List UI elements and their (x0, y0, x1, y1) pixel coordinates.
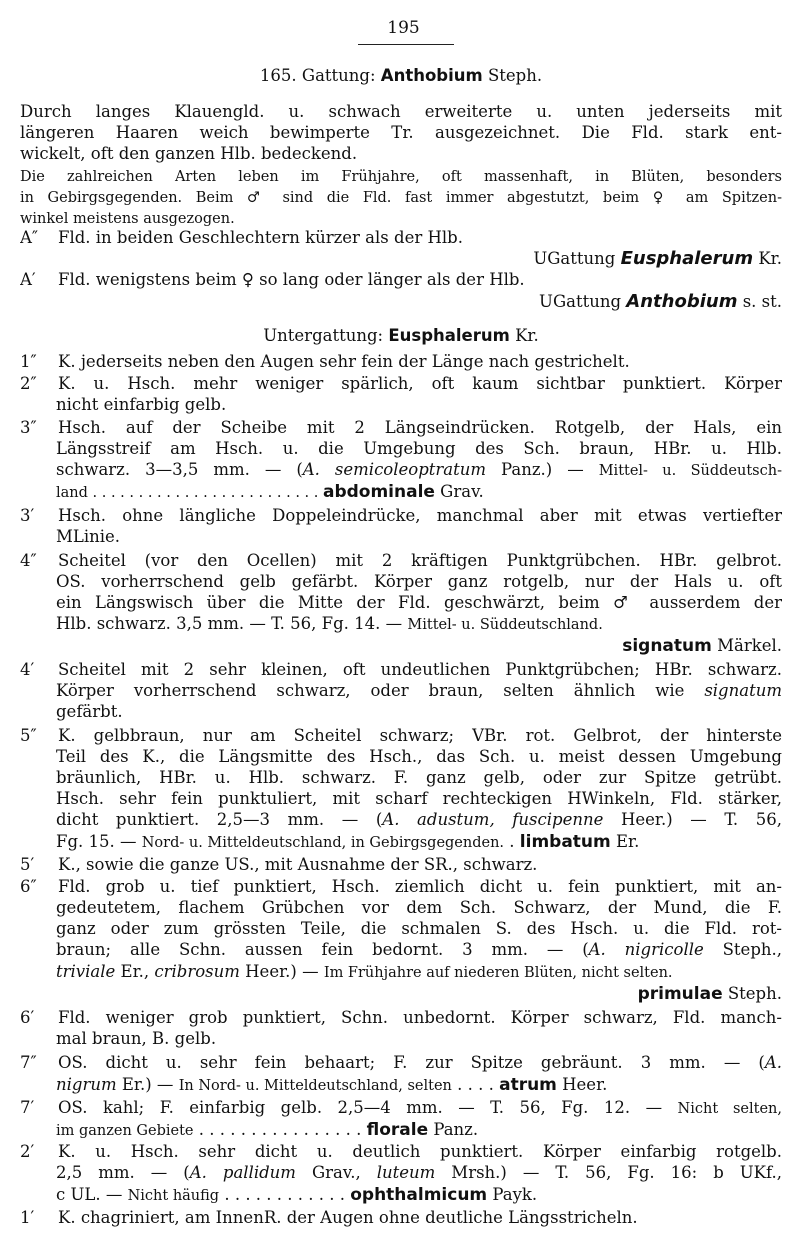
species-name: abdominale (322, 482, 435, 502)
species-author: Er. (610, 832, 640, 851)
couplet-5b (20, 855, 782, 875)
synonym: A. semicoleoptratum (302, 460, 487, 479)
key-label: 4″ (20, 551, 37, 570)
section-heading (20, 66, 782, 86)
couplet-4b-l3: gefärbt. (56, 702, 123, 721)
key-label: A′ (20, 270, 36, 289)
distribution: Nord- u. Mitteldeutschland, in Gebirgsgegenden. (141, 835, 505, 851)
leader: . . . . . . . . . . . . (219, 1185, 351, 1204)
couplet-4b-l2 (20, 681, 782, 701)
couplet-1a (20, 352, 782, 372)
note-line-3: winkel meistens ausgezogen. (20, 211, 235, 227)
key-text: K. jederseits neben den Augen sehr fein der Länge nach gestrichelt. (58, 352, 630, 371)
couplet-2b-l3 (20, 1185, 782, 1206)
subgenus-name: Anthobium (626, 292, 738, 312)
synonym: triviale (56, 962, 116, 981)
couplet-4a-l2: OS. vorherrschend gelb gefärbt. Körper ganz rotgelb, nur der Hals u. oft (56, 572, 782, 591)
synonym: A. nigricolle (588, 940, 704, 959)
key-text: K. u. Hsch. sehr dicht u. deutlich punktiert. Körper einfarbig rotgelb. (58, 1142, 782, 1161)
key-label: 7″ (20, 1053, 37, 1072)
key-text: Fld. weniger grob punktiert, Schn. unbedornt. Körper schwarz, Fld. manch- (58, 1008, 782, 1027)
text-run: braun; alle Schn. aussen fein bedornt. 3 mm. — ( (56, 940, 589, 959)
text-run: dicht punktiert. 2,5—3 mm. — ( (56, 810, 383, 829)
couplet-5a-l5 (20, 810, 782, 830)
distribution: Im Frühjahre auf niederen Blüten, nicht selten. (323, 965, 673, 981)
couplet-7b (20, 1098, 782, 1119)
couplet-3a (20, 418, 782, 438)
text-run: Mrsh.) — T. 56, Fg. 16: b UKf., (435, 1163, 782, 1182)
intro-line-1: Durch langes Klauengld. u. schwach erweiterte u. unten jederseits mit (20, 102, 782, 121)
key-label: 7′ (20, 1098, 35, 1117)
distribution: Nicht häufig (127, 1188, 220, 1204)
species-name: atrum (499, 1075, 557, 1095)
intro-line-3: wickelt, oft den ganzen Hlb. bedeckend. (20, 144, 358, 163)
key-label: 3′ (20, 506, 35, 525)
key-a2 (20, 228, 782, 248)
key-label: 4′ (20, 660, 35, 679)
synonym: A. pallidum (189, 1163, 296, 1182)
leader: . . . . . . . . . . . . . . . . (193, 1120, 367, 1139)
key-label: 2″ (20, 374, 37, 393)
text-run: Grav., (295, 1163, 377, 1182)
key-text: Hsch. auf der Scheibe mit 2 Längseindrücken. Rotgelb, der Hals, ein (58, 418, 782, 437)
species-author: Märkel. (711, 636, 782, 655)
species-name: florale (366, 1120, 429, 1140)
key-label: 1″ (20, 352, 37, 371)
couplet-5a (20, 726, 782, 746)
species-name: primulae (637, 984, 723, 1004)
subheading-prefix: Untergattung: (263, 326, 389, 345)
couplet-6a-l4 (20, 940, 782, 960)
page-number-rule (358, 44, 454, 45)
ref-author: s. st. (737, 292, 782, 311)
key-label: 3″ (20, 418, 37, 437)
key-label: A″ (20, 228, 39, 247)
text-run: schwarz. 3—3,5 mm. — ( (56, 460, 303, 479)
species-name: limbatum (519, 832, 611, 852)
key-text: K. u. Hsch. mehr weniger spärlich, oft kaum sichtbar punktiert. Körper (58, 374, 782, 393)
key-text: K. chagriniert, am InnenR. der Augen ohne deutliche Längsstricheln. (58, 1208, 638, 1227)
key-text: K., sowie die ganze US., mit Ausnahme der SR., schwarz. (58, 855, 538, 874)
couplet-5a-l2: Teil des K., die Längsmitte des Hsch., das Sch. u. meist dessen Umgebung (56, 747, 782, 766)
distribution: im ganzen Gebiete (56, 1123, 194, 1139)
couplet-6b-cont: mal braun, B. gelb. (56, 1029, 217, 1048)
couplet-6b (20, 1008, 782, 1028)
species-author: Panz. (428, 1120, 479, 1139)
couplet-3a-l2: Längsstreif am Hsch. u. die Umgebung des Sch. braun, HBr. u. Hlb. (56, 439, 782, 458)
subgenus-heading (20, 326, 782, 346)
key-text: OS. dicht u. sehr fein behaart; F. zur Spitze gebräunt. 3 mm. — ( (58, 1053, 765, 1072)
couplet-2a-cont: nicht einfarbig gelb. (56, 395, 227, 414)
couplet-5a-l6 (20, 832, 782, 853)
subgenus-name: Eusphalerum (620, 249, 754, 269)
couplet-4a-l4 (20, 614, 782, 635)
key-label: 2′ (20, 1142, 35, 1161)
couplet-2b (20, 1142, 782, 1162)
ref-prefix: UGattung (539, 292, 627, 311)
text-run: Er., (115, 962, 155, 981)
couplet-5a-l4: Hsch. sehr fein punktuliert, mit scharf rechteckigen HWinkeln, Fld. stärker, (56, 789, 782, 808)
distribution: In Nord- u. Mitteldeutschland, selten (178, 1078, 452, 1094)
couplet-3a-l4 (20, 482, 782, 503)
key-text: OS. kahl; F. einfarbig gelb. 2,5—4 mm. — T. 56, Fg. 12. — (58, 1098, 678, 1117)
intro-line-2: längeren Haaren weich bewimperte Tr. ausgezeichnet. Die Fld. stark ent- (20, 123, 782, 142)
text-run: Heer.) — T. 56, (603, 810, 782, 829)
species-author: Steph. (722, 984, 782, 1003)
heading-genus: Anthobium (380, 66, 483, 85)
leader: . . . . (451, 1075, 500, 1094)
page-number: 195 (387, 18, 420, 38)
couplet-3a-l3 (20, 460, 782, 481)
key-text: Hsch. ohne längliche Doppeleindrücke, manchmal aber mit etwas vertiefter (58, 506, 782, 525)
key-label: 6″ (20, 877, 37, 896)
species-reference: signatum (704, 681, 782, 700)
synonym: cribrosum (154, 962, 240, 981)
couplet-7b-l2 (20, 1120, 782, 1141)
couplet-5a-l3: bräunlich, HBr. u. Hlb. schwarz. F. ganz gelb, oder zur Spitze getrübt. (56, 768, 782, 787)
leader: . (504, 832, 520, 851)
key-text: K. gelbbraun, nur am Scheitel schwarz; VBr. rot. Gelbrot, der hinterste (58, 726, 782, 745)
couplet-3b (20, 506, 782, 526)
subheading-author: Kr. (509, 326, 539, 345)
key-label: 5′ (20, 855, 35, 874)
couplet-7a-l2 (20, 1075, 782, 1096)
text-run: Er.) — (116, 1075, 179, 1094)
key-text: Scheitel mit 2 sehr kleinen, oft undeutlichen Punktgrübchen; HBr. schwarz. (58, 660, 782, 679)
synonym: A. adustum, fuscipenne (382, 810, 604, 829)
couplet-2b-l2 (20, 1163, 782, 1183)
distribution: Mittel- u. Süddeutsch- (598, 463, 782, 479)
species-author: Payk. (487, 1185, 538, 1204)
key-a2-ref (20, 249, 782, 269)
key-text: Fld. wenigstens beim ♀ so lang oder länger als der Hlb. (58, 270, 525, 289)
text-run: Fg. 15. — (56, 832, 142, 851)
distribution: Nicht selten, (677, 1101, 782, 1117)
key-label: 1′ (20, 1208, 35, 1227)
synonym: luteum (376, 1163, 436, 1182)
ref-author: Kr. (753, 249, 782, 268)
synonym: nigrum (56, 1075, 117, 1094)
couplet-2a (20, 374, 782, 394)
key-text: Scheitel (vor den Ocellen) mit 2 kräftigen Punktgrübchen. HBr. gelbrot. (58, 551, 782, 570)
couplet-1b (20, 1208, 782, 1228)
couplet-6a (20, 877, 782, 897)
key-text: Fld. in beiden Geschlechtern kürzer als der Hlb. (58, 228, 463, 247)
couplet-6a-l2: gedeutetem, flachem Grübchen vor dem Sch. Schwarz, der Mund, die F. (56, 898, 782, 917)
note-line-2: in Gebirgsgegenden. Beim ♂ sind die Fld. fast immer abgestutzt, beim ♀ am Spitzen- (20, 190, 782, 206)
species-name: ophthalmicum (350, 1185, 488, 1205)
text-run: Heer.) — (239, 962, 324, 981)
key-label: 5″ (20, 726, 37, 745)
couplet-3b-cont: MLinie. (56, 527, 121, 546)
couplet-7a (20, 1053, 782, 1073)
ref-prefix: UGattung (533, 249, 621, 268)
text-run: Körper vorherrschend schwarz, oder braun, selten ähnlich wie (56, 681, 705, 700)
key-a1 (20, 270, 782, 290)
couplet-6a-l3: ganz oder zum grössten Teile, die schmalen S. des Hsch. u. die Fld. rot- (56, 919, 782, 938)
distribution-leader: land . . . . . . . . . . . . . . . . . . . . . . . . . (56, 485, 323, 501)
text-run: c UL. — (56, 1185, 128, 1204)
key-text: Fld. grob u. tief punktiert, Hsch. ziemlich dicht u. fein punktiert, mit an- (58, 877, 782, 896)
text-run: Steph., (703, 940, 782, 959)
couplet-4a-species (20, 636, 782, 656)
species-name: signatum (622, 636, 712, 656)
heading-author: Steph. (482, 66, 543, 85)
couplet-4a-l3: ein Längswisch über die Mitte der Fld. geschwärzt, beim ♂ ausserdem der (56, 593, 782, 612)
text-run: Panz.) — (486, 460, 599, 479)
synonym: A. (764, 1053, 782, 1072)
subheading-name: Eusphalerum (388, 326, 510, 345)
couplet-4b (20, 660, 782, 680)
key-a1-ref (20, 292, 782, 312)
couplet-4a (20, 551, 782, 571)
couplet-6a-l5 (20, 962, 782, 983)
text-run: Hlb. schwarz. 3,5 mm. — T. 56, Fg. 14. — (56, 614, 408, 633)
distribution: Mittel- u. Süddeutschland. (407, 617, 603, 633)
couplet-6a-species (20, 984, 782, 1004)
text-run: 2,5 mm. — ( (56, 1163, 190, 1182)
species-author: Heer. (556, 1075, 608, 1094)
key-label: 6′ (20, 1008, 35, 1027)
note-line-1: Die zahlreichen Arten leben im Frühjahre, oft massenhaft, in Blüten, besonders (20, 169, 782, 185)
species-author: Grav. (434, 482, 484, 501)
heading-prefix: 165. Gattung: (259, 66, 381, 85)
